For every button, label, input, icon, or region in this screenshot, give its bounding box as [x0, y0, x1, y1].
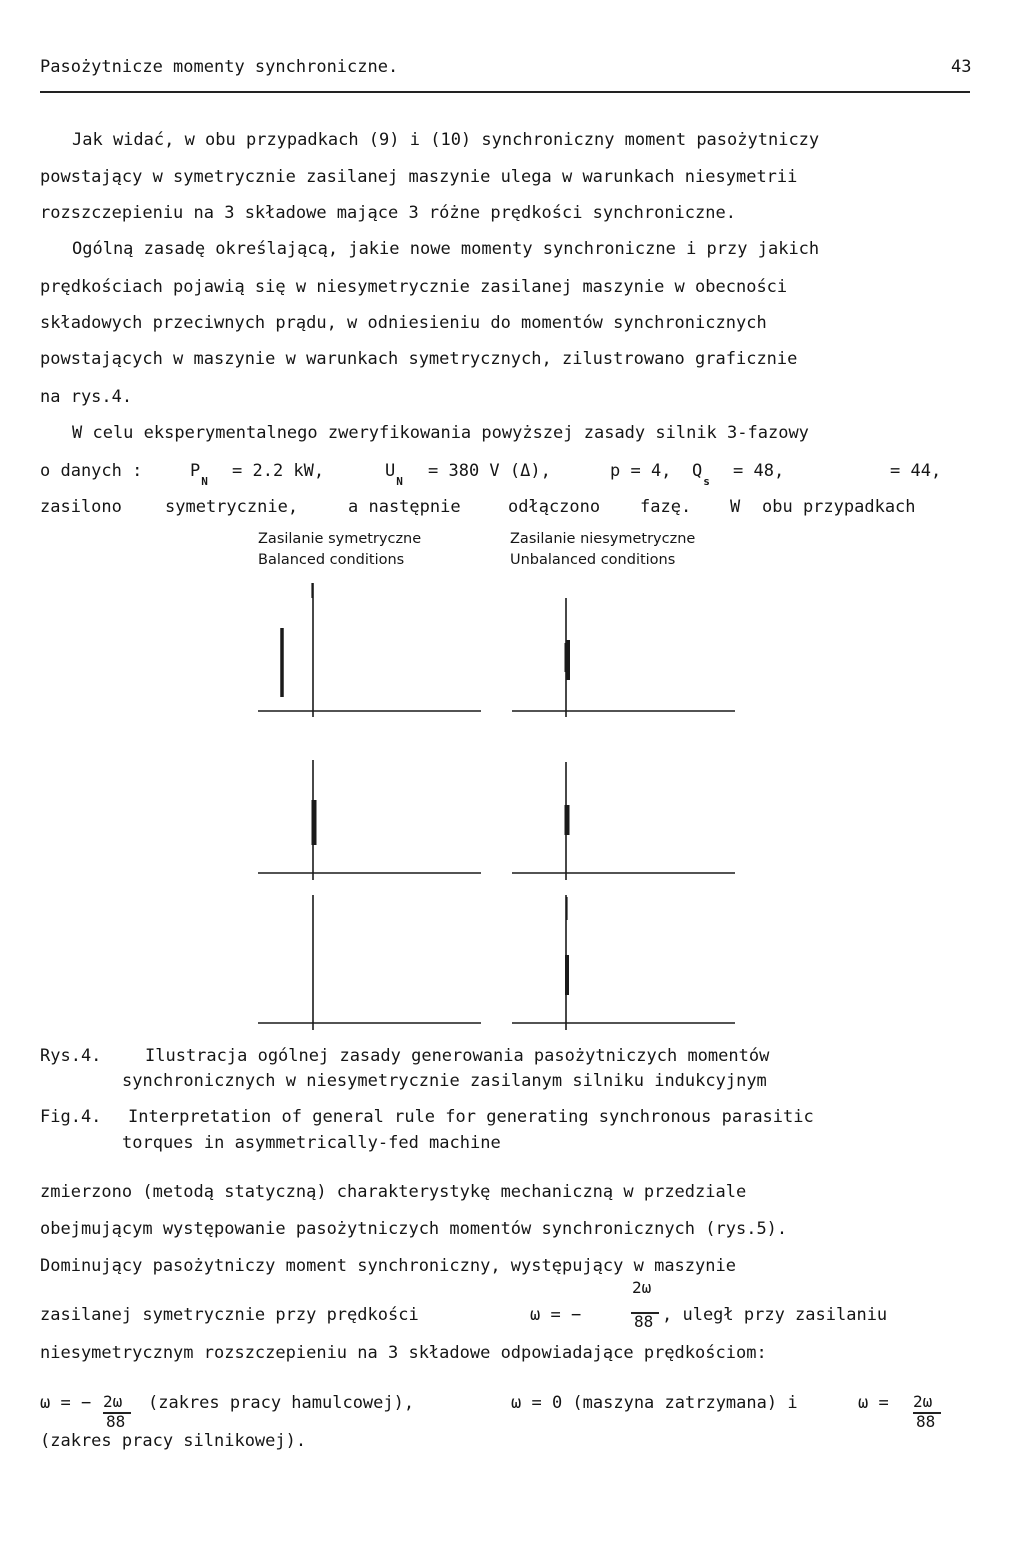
p3-line-3-w2: symetrycznie, — [165, 497, 299, 517]
figure-left-title-en: Balanced conditions — [258, 552, 405, 568]
plot-balanced-row-1 — [258, 583, 481, 717]
p2-line-2: prędkościach pojawią się w niesymetrycznie zasilanej maszynie w obecności — [40, 277, 788, 297]
fraction-1-numerator: 2ω — [632, 1278, 652, 1297]
p3-line-2-label: o danych : — [40, 461, 143, 481]
caption-en-line-1: Interpretation of general rule for generating synchronous parasitic — [128, 1107, 814, 1127]
rated-voltage-value: = 380 V (Δ), — [428, 461, 551, 481]
running-title: Pasożytnicze momenty synchroniczne. — [40, 57, 399, 77]
plot-unbalanced-row-3 — [512, 895, 735, 1030]
after-line-4-omega: ω = − — [530, 1305, 582, 1325]
caption-pl-line-1: Ilustracja ogólnej zasady generowania pasożytniczych momentów — [145, 1046, 770, 1066]
p3-line-3-w4: odłączono — [508, 497, 601, 517]
caption-en-line-2: torques in asymmetrically-fed machine — [122, 1133, 501, 1153]
figure-right-title-pl: Zasilanie niesymetryczne — [510, 531, 696, 547]
rated-power-value: = 2.2 kW, — [232, 461, 325, 481]
fraction-2-denominator: 88 — [106, 1412, 126, 1431]
plot-balanced-row-3 — [258, 895, 481, 1030]
plot-unbalanced-row-1 — [512, 598, 735, 717]
p-subscript: N — [201, 475, 208, 488]
p2-line-5: na rys.4. — [40, 387, 133, 407]
plot-balanced-row-2 — [258, 760, 481, 880]
p1-line-2: powstający w symetrycznie zasilanej maszynie ulega w warunkach niesymetrii — [40, 167, 798, 187]
rotor-slots-value: = 44, — [890, 461, 942, 481]
u-symbol: U — [385, 461, 396, 481]
after-line-3: Dominujący pasożytniczy moment synchroniczny, występujący w maszynie — [40, 1256, 736, 1276]
after-line-4a: zasilanej symetrycznie przy prędkości — [40, 1305, 419, 1325]
p2-line-1: Ogólną zasadę określającą, jakie nowe momenty synchroniczne i przy jakich — [72, 239, 820, 259]
p3-line-1: W celu eksperymentalnego zweryfikowania powyższej zasady silnik 3-fazowy — [72, 423, 809, 443]
p3-line-3-w3: a następnie — [348, 497, 461, 517]
p1-line-1: Jak widać, w obu przypadkach (9) i (10) synchroniczny moment pasożytniczy — [72, 130, 820, 150]
pole-pairs: p = 4, — [610, 461, 672, 481]
after-line-2: obejmującym występowanie pasożytniczych momentów synchronicznych (rys.5). — [40, 1219, 788, 1239]
after-line-6b: (zakres pracy hamulcowej), — [148, 1393, 415, 1413]
stator-slots-value: = 48, — [733, 461, 785, 481]
figure-left-title-pl: Zasilanie symetryczne — [258, 531, 422, 547]
after-line-6c: ω = 0 (maszyna zatrzymana) i — [511, 1393, 798, 1413]
p3-line-3-w1: zasilono — [40, 497, 122, 517]
after-line-6d: ω = — [858, 1393, 889, 1413]
fraction-3-numerator: 2ω — [913, 1392, 933, 1411]
p1-line-3: rozszczepieniu na 3 składowe mające 3 różne prędkości synchroniczne. — [40, 203, 736, 223]
after-line-6-omega: ω = − — [40, 1393, 92, 1413]
after-line-4c: , uległ przy zasilaniu — [662, 1305, 888, 1325]
p-symbol: P — [190, 461, 201, 481]
p3-line-3-w7: obu przypadkach — [762, 497, 916, 517]
fraction-1-denominator: 88 — [634, 1312, 654, 1331]
q-symbol: Q — [692, 461, 703, 481]
p3-line-3-w6: W — [730, 497, 741, 517]
after-line-5: niesymetrycznym rozszczepieniu na 3 składowe odpowiadające prędkościom: — [40, 1343, 767, 1363]
p3-line-3-w5: fazę. — [640, 497, 692, 517]
caption-en-label: Fig.4. — [40, 1107, 102, 1127]
p2-line-3: składowych przeciwnych prądu, w odniesieniu do momentów synchronicznych — [40, 313, 767, 333]
caption-pl-label: Rys.4. — [40, 1046, 102, 1066]
u-subscript: N — [396, 475, 403, 488]
q-subscript: s — [703, 475, 710, 488]
fraction-2-numerator: 2ω — [103, 1392, 123, 1411]
after-line-7: (zakres pracy silnikowej). — [40, 1431, 307, 1451]
figure-right-title-en: Unbalanced conditions — [510, 552, 676, 568]
fraction-3-denominator: 88 — [916, 1412, 936, 1431]
caption-pl-line-2: synchronicznych w niesymetrycznie zasilanym silniku indukcyjnym — [122, 1071, 767, 1091]
page-number: 43 — [951, 57, 972, 77]
p2-line-4: powstających w maszynie w warunkach symetrycznych, zilustrowano graficznie — [40, 349, 798, 369]
plot-unbalanced-row-2 — [512, 762, 735, 880]
after-line-1: zmierzono (metodą statyczną) charakterystykę mechaniczną w przedziale — [40, 1182, 747, 1202]
